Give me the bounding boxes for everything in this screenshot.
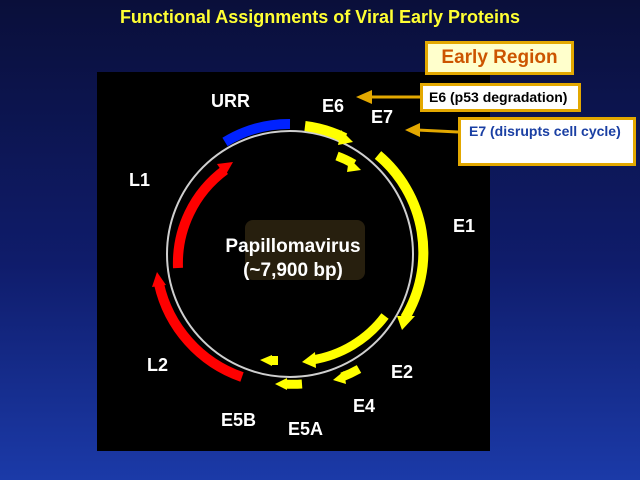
e7-label: E7 [371, 107, 394, 127]
urr-label: URR [211, 91, 250, 111]
e5a-arrowhead [275, 378, 287, 390]
l2-gene-arrow [159, 284, 242, 377]
e5b-arrowhead [260, 355, 272, 366]
early-region-callout: Early Region [425, 41, 574, 75]
urr-segment [225, 124, 290, 142]
e6-function-callout: E6 (p53 degradation) [420, 83, 581, 112]
l1-gene-arrow [178, 170, 225, 268]
slide-title: Functional Assignments of Viral Early Proteins [119, 7, 521, 27]
l2-label: L2 [147, 355, 169, 375]
e1-arrowhead [397, 316, 415, 330]
e5a-label: E5A [288, 419, 324, 439]
genome-name: Papillomavirus [225, 236, 361, 257]
l1-label: L1 [129, 170, 151, 190]
e1-label: E1 [453, 216, 476, 236]
e7-function-callout: E7 (disrupts cell cycle) [458, 117, 636, 166]
e2-gene-arrow [312, 316, 385, 360]
e4-label: E4 [353, 396, 376, 416]
e4-arrowhead [333, 371, 346, 384]
e5b-label: E5B [221, 410, 257, 430]
genome-size: (~7,900 bp) [243, 260, 343, 281]
e2-arrowhead [302, 352, 316, 368]
genome-map-svg [97, 72, 490, 451]
l2-arrowhead [152, 272, 166, 287]
e5b-gene-arrow [272, 356, 278, 365]
genome-map-figure [97, 72, 490, 451]
e1-gene-arrow [378, 155, 423, 318]
e6-label: E6 [322, 96, 345, 116]
e2-label: E2 [391, 362, 414, 382]
